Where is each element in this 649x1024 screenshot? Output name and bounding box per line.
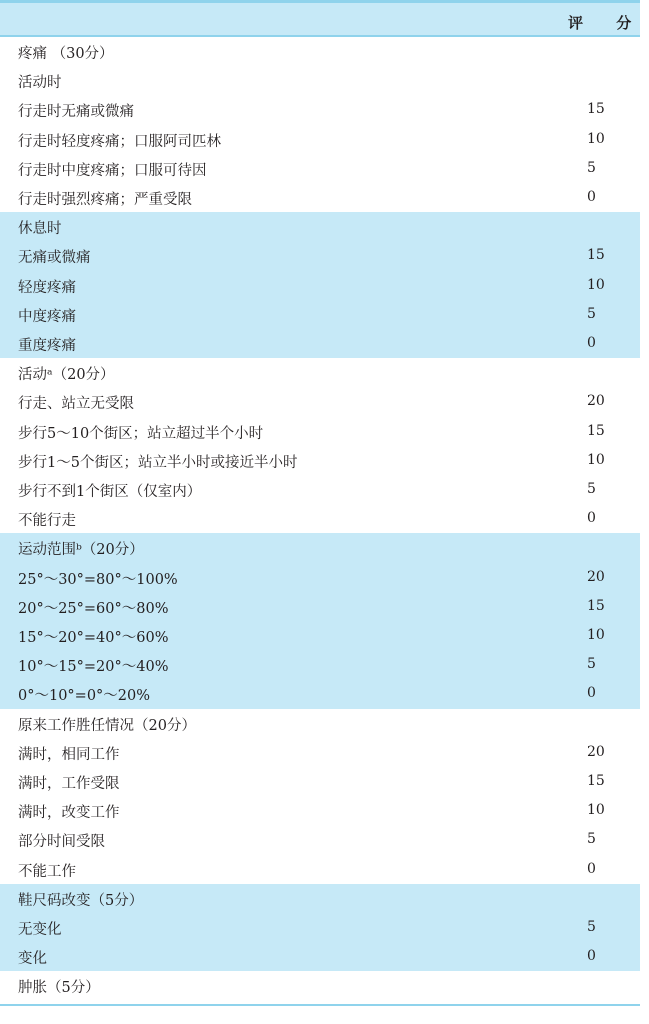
row-score: 20	[587, 393, 605, 410]
table-row	[0, 533, 640, 562]
row-label: 部分时间受限	[18, 834, 105, 851]
row-label: 20°～25°=60°～80%	[18, 600, 169, 617]
row-label: 行走时中度疼痛；口服可待因	[18, 162, 207, 179]
row-score: 0	[587, 189, 596, 205]
row-score: 15	[587, 597, 605, 614]
row-score: 10	[587, 276, 605, 293]
row-label: 原来工作胜任情况（20分）	[18, 717, 196, 734]
row-label: 15°～20°=40°～60%	[18, 630, 169, 646]
row-label: 行走、站立无受限	[18, 396, 134, 413]
row-label: 步行1～5个街区；站立半小时或接近半小时	[18, 454, 298, 471]
row-label: 满时，工作受限	[18, 776, 120, 792]
row-label: 轻度疼痛	[18, 279, 76, 296]
row-score: 5	[587, 305, 596, 322]
row-label: 鞋尺码改变（5分）	[18, 892, 144, 909]
bottom-rule	[0, 1004, 640, 1006]
table-row	[0, 183, 640, 212]
row-label: 10°～15°=20°～40%	[18, 659, 169, 676]
table-row	[0, 504, 640, 533]
row-score: 10	[587, 627, 605, 643]
table-row	[0, 329, 640, 358]
row-label: 满时，相同工作	[18, 746, 120, 763]
row-score: 5	[587, 919, 596, 935]
row-label: 满时，改变工作	[18, 805, 120, 822]
row-score: 5	[587, 159, 596, 176]
row-label: 行走时强烈疼痛；严重受限	[18, 192, 192, 208]
row-score: 0	[587, 948, 596, 965]
table-row	[0, 212, 640, 241]
row-score: 15	[587, 247, 605, 264]
table-row	[0, 650, 640, 679]
table-row	[0, 679, 640, 708]
table-row	[0, 154, 640, 183]
row-label: 肿胀（5分）	[18, 980, 100, 997]
table-row	[0, 358, 640, 387]
row-score: 10	[587, 802, 605, 819]
row-label: 行走时无痛或微痛	[18, 104, 134, 121]
row-label: 重度疼痛	[18, 338, 76, 354]
row-label: 不能行走	[18, 513, 76, 530]
row-label: 步行不到1个街区（仅室内）	[18, 484, 202, 500]
table-row	[0, 796, 640, 825]
row-label: 步行5～10个街区；站立超过半个小时	[18, 425, 264, 442]
table-row	[0, 475, 640, 504]
row-label: 活动时	[18, 75, 62, 92]
table-row	[0, 709, 640, 738]
row-score: 15	[587, 773, 605, 789]
table-row	[0, 942, 640, 971]
score-column-header: 评 分	[568, 14, 646, 32]
table-row	[0, 855, 640, 884]
table-row	[0, 125, 640, 154]
table-row	[0, 66, 640, 95]
row-label: 活动ᵃ（20分）	[18, 367, 115, 384]
row-label: 不能工作	[18, 863, 76, 880]
table-row	[0, 913, 640, 942]
table-row	[0, 417, 640, 446]
table-row	[0, 387, 640, 416]
table-header	[0, 3, 646, 35]
row-score: 10	[587, 130, 605, 147]
table-row	[0, 621, 640, 650]
table-row	[0, 592, 640, 621]
row-label: 行走时轻度疼痛；口服阿司匹林	[18, 133, 221, 150]
row-label: 无痛或微痛	[18, 250, 91, 267]
row-score: 5	[587, 481, 596, 497]
row-label: 中度疼痛	[18, 308, 76, 325]
table-row	[0, 971, 640, 1000]
row-label: 休息时	[18, 221, 62, 238]
table-row	[0, 300, 640, 329]
table-row	[0, 825, 640, 854]
row-label: 运动范围ᵇ（20分）	[18, 542, 144, 559]
row-score: 15	[587, 422, 605, 439]
table-row	[0, 271, 640, 300]
table-row	[0, 767, 640, 796]
table-row	[0, 95, 640, 124]
row-label: 25°～30°=80°～100%	[18, 571, 178, 588]
row-label: 变化	[18, 951, 47, 968]
row-score: 20	[587, 743, 605, 760]
table-row	[0, 563, 640, 592]
row-score: 15	[587, 101, 605, 118]
table-row	[0, 37, 640, 66]
table-row	[0, 884, 640, 913]
row-score: 10	[587, 451, 605, 468]
row-score: 0	[587, 860, 596, 877]
row-score: 5	[587, 656, 596, 673]
row-score: 0	[587, 685, 596, 702]
row-label: 0°～10°=0°～20%	[18, 688, 151, 705]
table-row	[0, 241, 640, 270]
row-score: 0	[587, 335, 596, 351]
table-row	[0, 446, 640, 475]
row-score: 20	[587, 568, 605, 585]
row-label: 疼痛 （30分）	[18, 46, 114, 62]
row-score: 0	[587, 510, 596, 527]
table-row	[0, 738, 640, 767]
row-score: 5	[587, 831, 596, 848]
row-label: 无变化	[18, 922, 62, 938]
